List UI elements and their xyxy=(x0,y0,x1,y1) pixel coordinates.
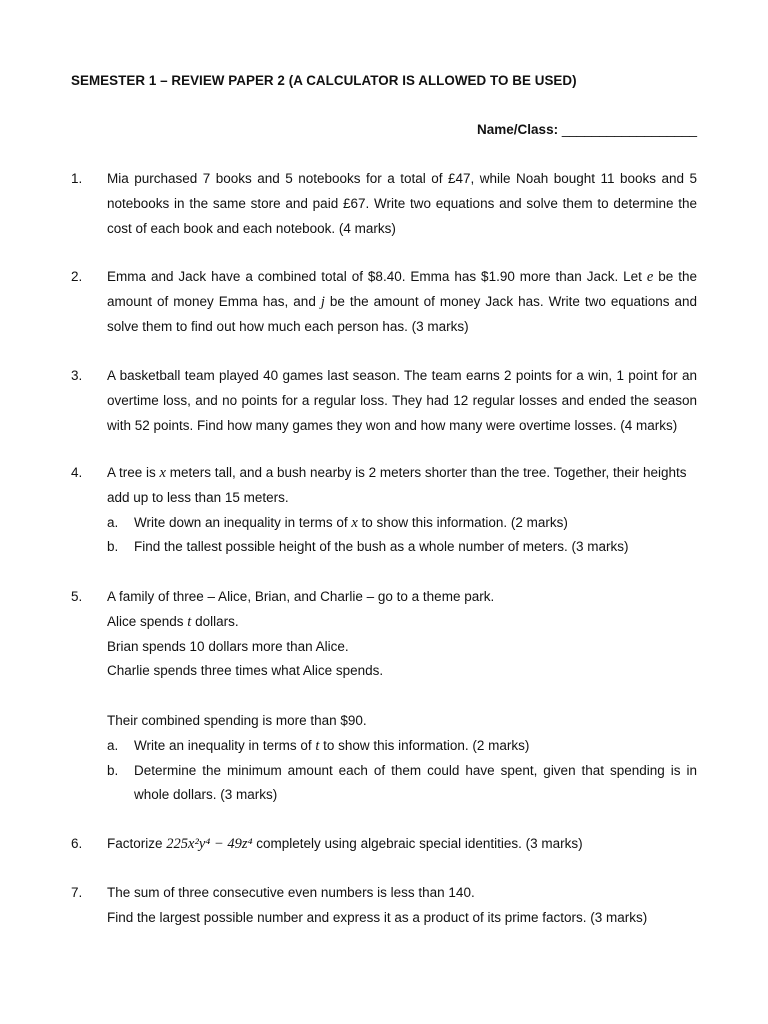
question-number: 1. xyxy=(71,171,83,186)
question-text xyxy=(107,881,697,931)
question-line: The sum of three consecutive even numbers is less than 140. xyxy=(107,885,475,900)
question-line: Brian spends 10 dollars more than Alice. xyxy=(107,638,349,654)
variable-e: e xyxy=(646,269,654,285)
variable-x: x xyxy=(159,465,166,481)
question-text: Factorize 225x²y⁴ − 49z⁴ completely using algebraic special identities. (3 marks) xyxy=(107,836,583,852)
question-1 xyxy=(71,167,697,241)
question-line: Their combined spending is more than $90. xyxy=(107,712,367,728)
question-7 xyxy=(71,881,697,931)
question-part-b: b. Determine the minimum amount each of them could have spent, given that spending is in whole dollars. (3 marks) xyxy=(134,759,697,809)
question-line: A family of three – Alice, Brian, and Charlie – go to a theme park. xyxy=(107,589,495,604)
question-5 xyxy=(71,585,697,808)
question-line: Alice spends t dollars. xyxy=(107,613,239,630)
algebraic-expression: 225x²y⁴ − 49z⁴ xyxy=(166,836,253,852)
part-label: a. xyxy=(107,737,119,753)
question-4 xyxy=(71,461,697,560)
part-label: a. xyxy=(107,514,119,530)
question-6 xyxy=(71,832,697,857)
part-label: b. xyxy=(107,762,119,778)
variable-t: t xyxy=(315,737,320,754)
question-text xyxy=(107,585,697,808)
question-text: A tree is x meters tall, and a bush nearby is 2 meters shorter than the tree. Together, their heights add up to less than 15 meters. a. Write down an inequality in terms of x to show this information. (2 marks) b. Find the tallest possible height of the bush as a whole number of meters. (3 marks) xyxy=(107,461,697,560)
question-number: 2. xyxy=(71,269,83,284)
question-line: Find the largest possible number and express it as a product of its prime factors. (3 marks) xyxy=(107,909,648,925)
part-label: b. xyxy=(107,539,119,555)
variable-j: j xyxy=(320,293,325,310)
question-text: A basketball team played 40 games last season. The team earns 2 points for a win, 1 point for an overtime loss, and no points for a regular loss. They had 12 regular losses and ended the season with 52 points. Find how many games they won and how many were overtime losses. (4 marks) xyxy=(107,368,697,433)
question-number: 5. xyxy=(71,589,83,604)
name-class-field xyxy=(477,122,697,137)
question-part-a: a. Write an inequality in terms of t to show this information. (2 marks) xyxy=(134,734,697,759)
question-3 xyxy=(71,364,697,438)
question-text: Emma and Jack have a combined total of $8.40. Emma has $1.90 more than Jack. Let e be the amount of money Emma has, and j be the amount of money Jack has. Write two equations and solve them to find out how much each person has. (3 marks) xyxy=(107,269,697,334)
question-line: Charlie spends three times what Alice spends. xyxy=(107,663,384,679)
name-class-blank: __________________ xyxy=(561,122,697,137)
question-number: 3. xyxy=(71,368,83,383)
variable-x: x xyxy=(351,514,358,531)
question-part-b: b. Find the tallest possible height of the bush as a whole number of meters. (3 marks) xyxy=(134,535,697,560)
question-number: 6. xyxy=(71,836,83,851)
question-number: 4. xyxy=(71,465,83,480)
question-text: Mia purchased 7 books and 5 notebooks for a total of £47, while Noah bought 11 books and 5 notebooks in the same store and paid £67. Write two equations and solve them to determine the cost of each book and each notebook. (4 marks) xyxy=(107,171,697,236)
variable-t: t xyxy=(187,613,192,630)
question-2 xyxy=(71,265,697,339)
name-class-label: Name/Class: xyxy=(477,122,559,137)
paper-title: SEMESTER 1 – REVIEW PAPER 2 (A CALCULATOR IS ALLOWED TO BE USED) xyxy=(71,73,577,88)
question-number: 7. xyxy=(71,885,83,900)
question-part-a: a. Write down an inequality in terms of x to show this information. (2 marks) xyxy=(134,511,697,536)
